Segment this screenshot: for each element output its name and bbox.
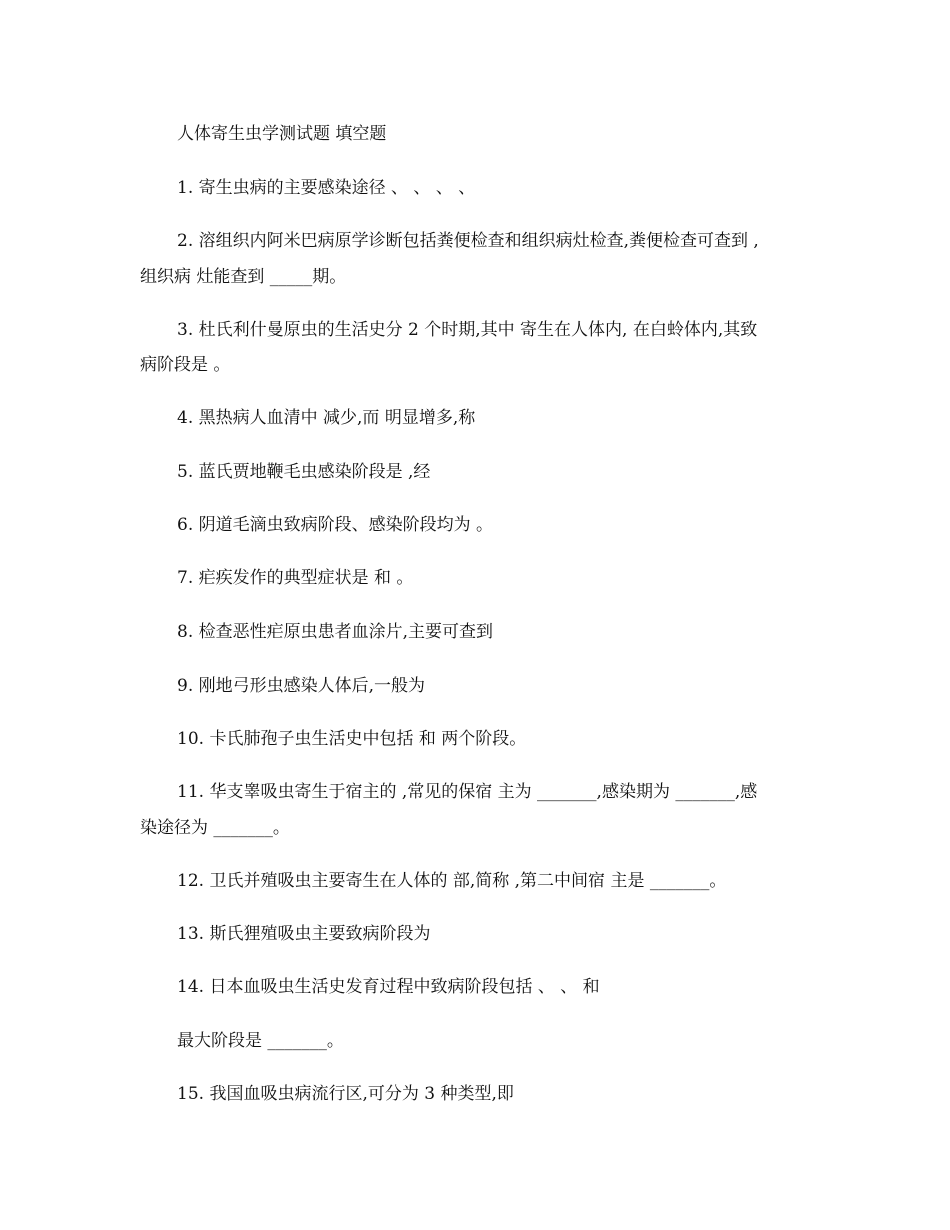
question-12: 12. 卫氏并殖吸虫主要寄生在人体的 部,简称 ,第二中间宿 主是 _______。 — [177, 871, 727, 891]
question-4: 4. 黑热病人血清中 减少,而 明显增多,称 — [177, 408, 476, 428]
question-10: 10. 卡氏肺孢子虫生活史中包括 和 两个阶段。 — [177, 729, 527, 749]
question-5: 5. 蓝氏贾地鞭毛虫感染阶段是 ,经 — [177, 462, 431, 482]
question-11-line-2: 染途径为 _______。 — [140, 818, 290, 838]
question-3-line-2: 病阶段是 。 — [140, 355, 231, 375]
question-14-line-1: 14. 日本血吸虫生活史发育过程中致病阶段包括 、 、 和 — [177, 977, 600, 997]
question-8: 8. 检查恶性疟原虫患者血涂片,主要可查到 — [177, 622, 494, 642]
question-15: 15. 我国血吸虫病流行区,可分为 3 种类型,即 — [177, 1084, 514, 1104]
question-6: 6. 阴道毛滴虫致病阶段、感染阶段均为 。 — [177, 515, 494, 535]
question-13: 13. 斯氏狸殖吸虫主要致病阶段为 — [177, 924, 431, 944]
question-1: 1. 寄生虫病的主要感染途径 、 、 、 、 — [177, 178, 476, 198]
question-9: 9. 刚地弓形虫感染人体后,一般为 — [177, 676, 426, 696]
question-2-line-2: 组织病 灶能查到 _____期。 — [140, 267, 347, 287]
question-2-line-1: 2. 溶组织内阿米巴病原学诊断包括粪便检查和组织病灶检查,粪便检查可查到 , — [177, 231, 759, 251]
question-14-line-2: 最大阶段是 _______。 — [177, 1031, 344, 1051]
question-3-line-1: 3. 杜氏利什曼原虫的生活史分 2 个时期,其中 寄生在人体内, 在白蛉体内,其致 — [177, 320, 758, 340]
document-title: 人体寄生虫学测试题 填空题 — [177, 124, 387, 144]
question-11-line-1: 11. 华支睾吸虫寄生于宿主的 ,常见的保宿 主为 _______,感染期为 _______,感 — [177, 782, 758, 802]
question-7: 7. 疟疾发作的典型症状是 和 。 — [177, 568, 414, 588]
